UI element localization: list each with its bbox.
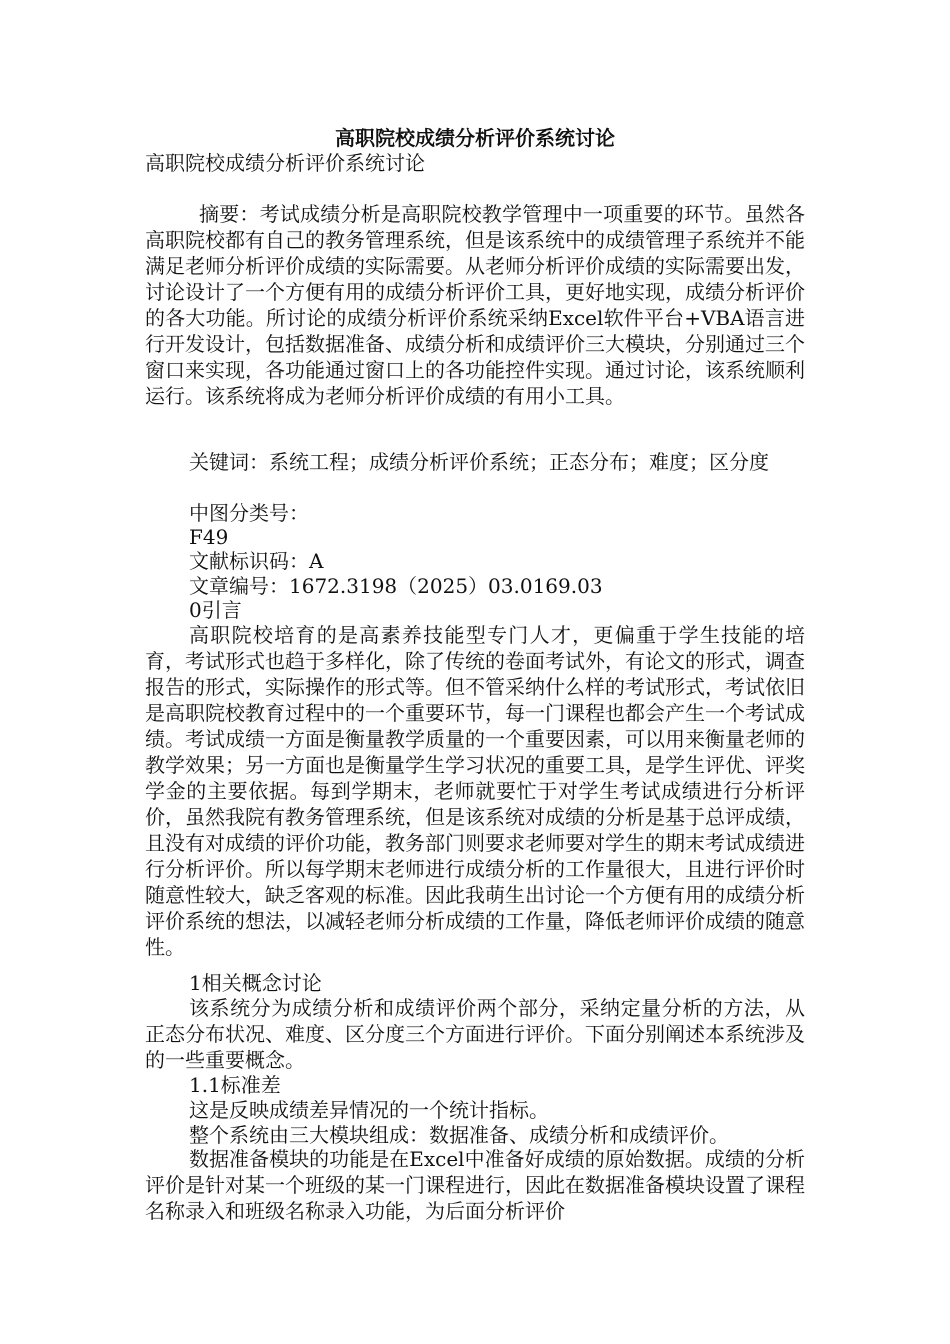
abstract-paragraph: 摘要：考试成绩分析是高职院校教学管理中一项重要的环节。虽然各高职院校都有自己的教务管理系统，但是该系统中的成绩管理子系统并不能满足老师分析评价成绩的实际需要。从老师分析评价成绩的实际需要出发，讨论设计了一个方便有用的成绩分析评价工具，更好地实现，成绩分析评价的各大功能。所讨论的成绩分析评价系统采纳Excel软件平台+VBA语言进行开发设计，包括数据准备、成绩分析和成绩评价三大模块，分别通过三个窗口来实现，各功能通过窗口上的各功能控件实现。通过讨论，该系统顺利运行。该系统将成为老师分析评价成绩的有用小工具。 (145, 202, 805, 408)
data-prep-paragraph: 数据准备模块的功能是在Excel中准备好成绩的原始数据。成绩的分析评价是针对某一个班级的某一门课程进行，因此在数据准备模块设置了课程名称录入和班级名称录入功能，为后面分析评价 (145, 1147, 805, 1223)
section-0-heading: 0引言 (189, 598, 242, 622)
clc-label: 中图分类号： (189, 501, 309, 525)
keywords-paragraph: 关键词：系统工程；成绩分析评价系统；正态分布；难度；区分度 (189, 450, 769, 474)
document-title: 高职院校成绩分析评价系统讨论 (335, 126, 615, 150)
section-1-heading: 1相关概念讨论 (189, 971, 322, 995)
section-1-1-heading: 1.1标准差 (189, 1073, 281, 1097)
document-subtitle: 高职院校成绩分析评价系统讨论 (145, 151, 425, 175)
section-1-paragraph: 该系统分为成绩分析和成绩评价两个部分，采纳定量分析的方法，从正态分布状况、难度、区分度三个方面进行评价。下面分别阐述本系统涉及的一些重要概念。 (145, 996, 805, 1072)
section-1-1-paragraph: 这是反映成绩差异情况的一个统计指标。 (189, 1098, 549, 1122)
document-code: 文献标识码：A (189, 549, 324, 573)
intro-paragraph: 高职院校培育的是高素养技能型专门人才，更偏重于学生技能的培育，考试形式也趋于多样化，除了传统的卷面考试外，有论文的形式，调查报告的形式，实际操作的形式等。但不管采纳什么样的考试形式，考试依旧是高职院校教育过程中的一个重要环节，每一门课程也都会产生一个考试成绩。考试成绩一方面是衡量教学质量的一个重要因素，可以用来衡量老师的教学效果；另一方面也是衡量学生学习状况的重要工具，是学生评优、评奖学金的主要依据。每到学期末，老师就要忙于对学生考试成绩进行分析评价，虽然我院有教务管理系统，但是该系统对成绩的分析是基于总评成绩，且没有对成绩的评价功能，教务部门则要求老师要对学生的期末考试成绩进行分析评价。所以每学期末老师进行成绩分析的工作量很大，且进行评价时随意性较大，缺乏客观的标准。因此我萌生出讨论一个方便有用的成绩分析评价系统的想法，以减轻老师分析成绩的工作量，降低老师评价成绩的随意性。 (145, 623, 805, 959)
modules-paragraph: 整个系统由三大模块组成：数据准备、成绩分析和成绩评价。 (189, 1123, 729, 1147)
article-number: 文章编号：1672.3198（2025）03.0169.03 (189, 574, 603, 598)
clc-value: F49 (189, 525, 229, 549)
